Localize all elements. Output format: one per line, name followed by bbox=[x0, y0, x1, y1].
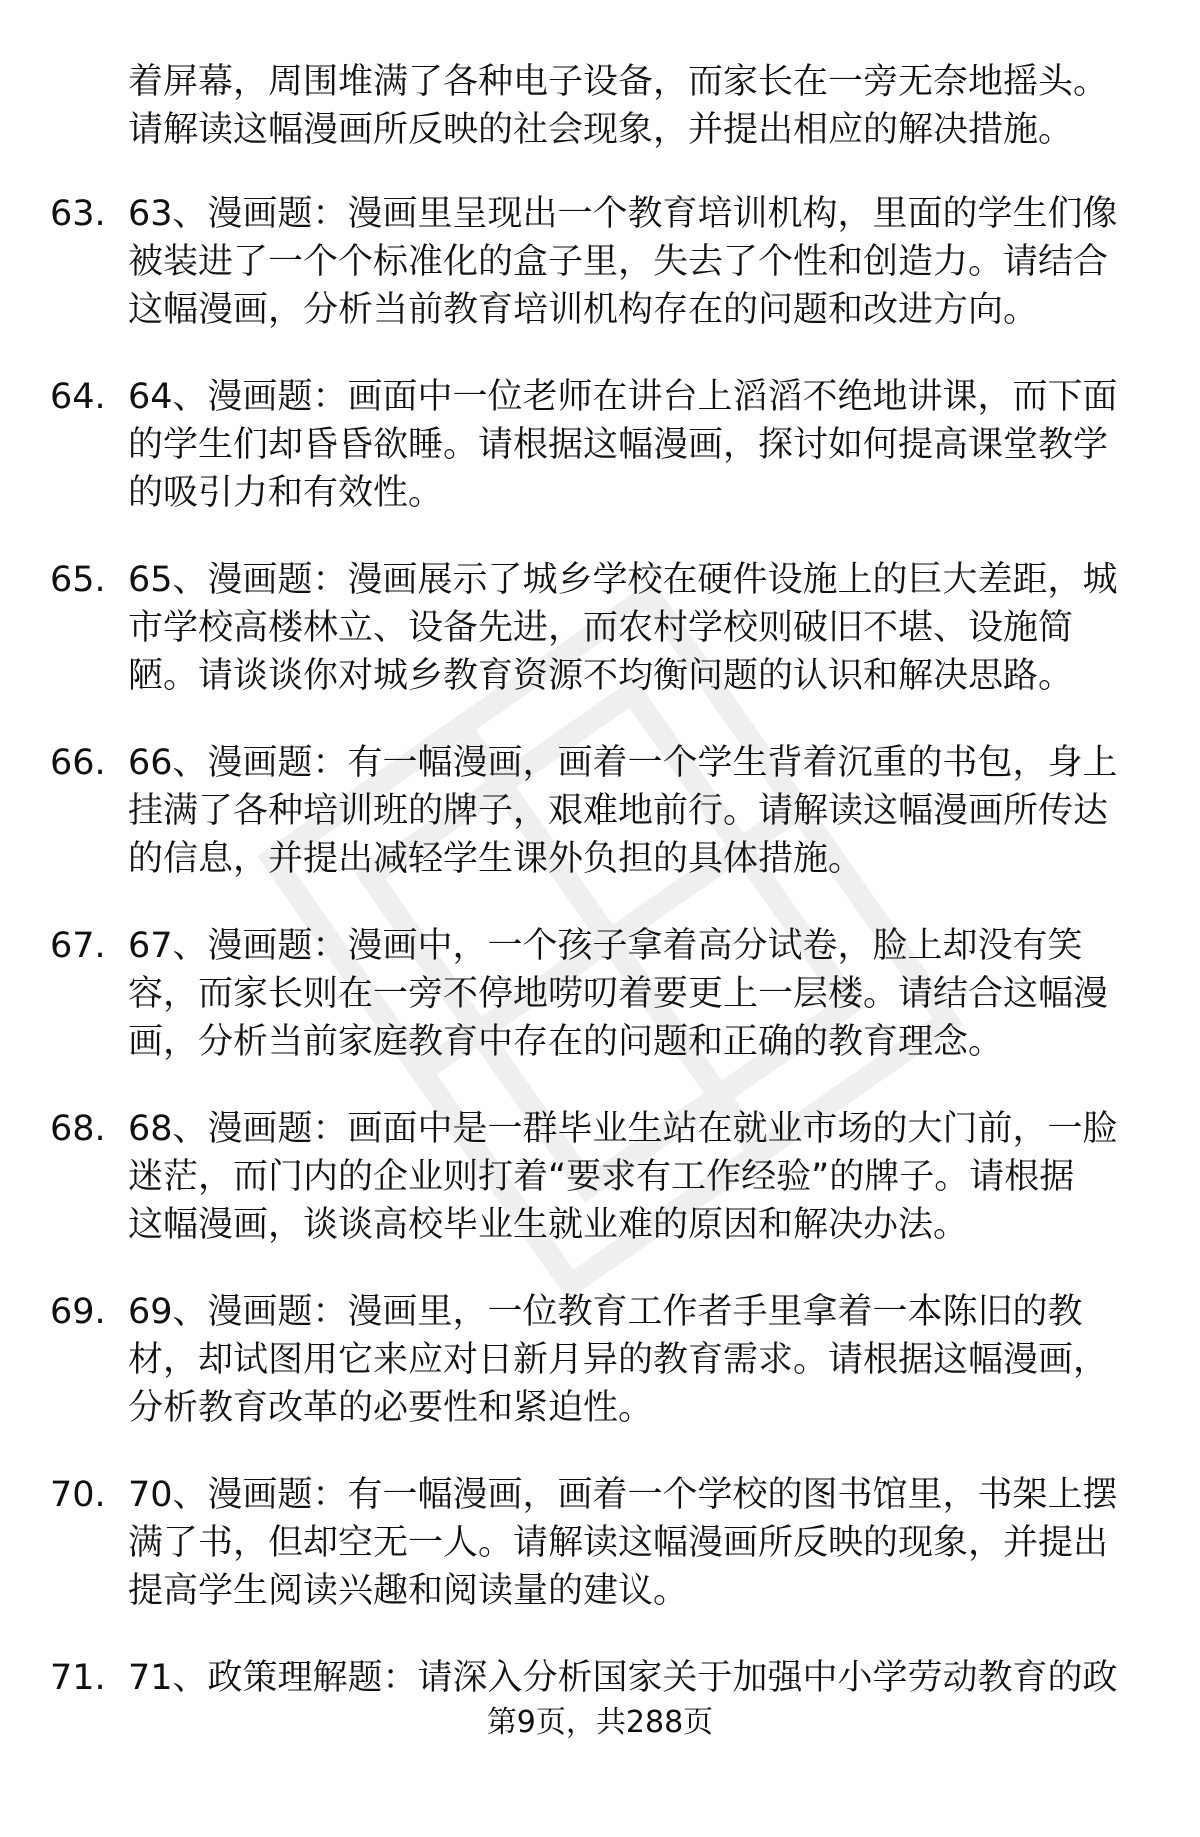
question-item-67 bbox=[50, 922, 1150, 1105]
question-item-69 bbox=[50, 1288, 1150, 1471]
question-number: 64. bbox=[50, 377, 106, 417]
question-number: 67. bbox=[50, 926, 106, 966]
question-line: 70、漫画题：有一幅漫画，画着一个学校的图书馆里，书架上摆 bbox=[128, 1475, 1118, 1515]
question-line: 容，而家长则在一旁不停地唠叨着要更上一层楼。请结合这幅漫 bbox=[128, 974, 1109, 1014]
question-line: 69、漫画题：漫画里，一位教育工作者手里拿着一本陈旧的教 bbox=[128, 1292, 1083, 1332]
question-line: 的学生们却昏昏欲睡。请根据这幅漫画，探讨如何提高课堂教学 bbox=[128, 425, 1109, 465]
question-line: 这幅漫画，分析当前教育培训机构存在的问题和改进方向。 bbox=[128, 290, 1039, 330]
question-line: 68、漫画题：画面中是一群毕业生站在就业市场的大门前，一脸 bbox=[128, 1109, 1118, 1149]
question-line: 分析教育改革的必要性和紧迫性。 bbox=[128, 1388, 654, 1428]
page-footer: 第9页，共288页 bbox=[486, 1705, 714, 1740]
question-number: 63. bbox=[50, 194, 106, 234]
question-text bbox=[128, 556, 1138, 700]
question-line: 65、漫画题：漫画展示了城乡学校在硬件设施上的巨大差距，城 bbox=[128, 560, 1118, 600]
question-line: 画，分析当前家庭教育中存在的问题和正确的教育理念。 bbox=[128, 1022, 1004, 1062]
question-number: 71. bbox=[50, 1658, 106, 1698]
intro-continuation bbox=[128, 58, 1138, 154]
question-text bbox=[128, 739, 1138, 883]
question-number: 65. bbox=[50, 560, 106, 600]
intro-line: 请解读这幅漫画所反映的社会现象，并提出相应的解决措施。 bbox=[128, 110, 1074, 150]
intro-line: 着屏幕，周围堆满了各种电子设备，而家长在一旁无奈地摇头。 bbox=[128, 62, 1109, 102]
question-text bbox=[128, 1654, 1138, 1702]
question-list bbox=[50, 190, 1150, 1837]
question-item-66 bbox=[50, 739, 1150, 922]
question-line: 迷茫，而门内的企业则打着“要求有工作经验”的牌子。请根据 bbox=[128, 1157, 1075, 1197]
question-item-68 bbox=[50, 1105, 1150, 1288]
question-text bbox=[128, 922, 1138, 1066]
question-number: 68. bbox=[50, 1109, 106, 1149]
question-line: 的信息，并提出减轻学生课外负担的具体措施。 bbox=[128, 839, 864, 879]
question-item-70 bbox=[50, 1471, 1150, 1654]
question-line: 这幅漫画，谈谈高校毕业生就业难的原因和解决办法。 bbox=[128, 1205, 969, 1245]
question-item-63 bbox=[50, 190, 1150, 373]
question-number: 69. bbox=[50, 1292, 106, 1332]
question-line: 的吸引力和有效性。 bbox=[128, 473, 444, 513]
question-text bbox=[128, 373, 1138, 517]
question-text bbox=[128, 1288, 1138, 1432]
question-line: 63、漫画题：漫画里呈现出一个教育培训机构，里面的学生们像 bbox=[128, 194, 1118, 234]
question-line: 提高学生阅读兴趣和阅读量的建议。 bbox=[128, 1571, 689, 1611]
question-item-64 bbox=[50, 373, 1150, 556]
question-line: 陋。请谈谈你对城乡教育资源不均衡问题的认识和解决思路。 bbox=[128, 656, 1074, 696]
question-item-71 bbox=[50, 1654, 1150, 1837]
question-line: 被装进了一个个标准化的盒子里，失去了个性和创造力。请结合 bbox=[128, 242, 1109, 282]
question-line: 71、政策理解题：请深入分析国家关于加强中小学劳动教育的政 bbox=[128, 1658, 1118, 1698]
question-line: 市学校高楼林立、设备先进，而农村学校则破旧不堪、设施简 bbox=[128, 608, 1074, 648]
question-line: 67、漫画题：漫画中，一个孩子拿着高分试卷，脸上却没有笑 bbox=[128, 926, 1083, 966]
question-item-65 bbox=[50, 556, 1150, 739]
question-line: 挂满了各种培训班的牌子，艰难地前行。请解读这幅漫画所传达 bbox=[128, 791, 1109, 831]
question-line: 材，却试图用它来应对日新月异的教育需求。请根据这幅漫画， bbox=[128, 1340, 1109, 1380]
question-line: 66、漫画题：有一幅漫画，画着一个学生背着沉重的书包，身上 bbox=[128, 743, 1118, 783]
question-text bbox=[128, 190, 1138, 334]
question-number: 70. bbox=[50, 1475, 106, 1515]
question-line: 满了书，但却空无一人。请解读这幅漫画所反映的现象，并提出 bbox=[128, 1523, 1109, 1563]
question-text bbox=[128, 1105, 1138, 1249]
question-number: 66. bbox=[50, 743, 106, 783]
question-text bbox=[128, 1471, 1138, 1615]
question-line: 64、漫画题：画面中一位老师在讲台上滔滔不绝地讲课，而下面 bbox=[128, 377, 1118, 417]
